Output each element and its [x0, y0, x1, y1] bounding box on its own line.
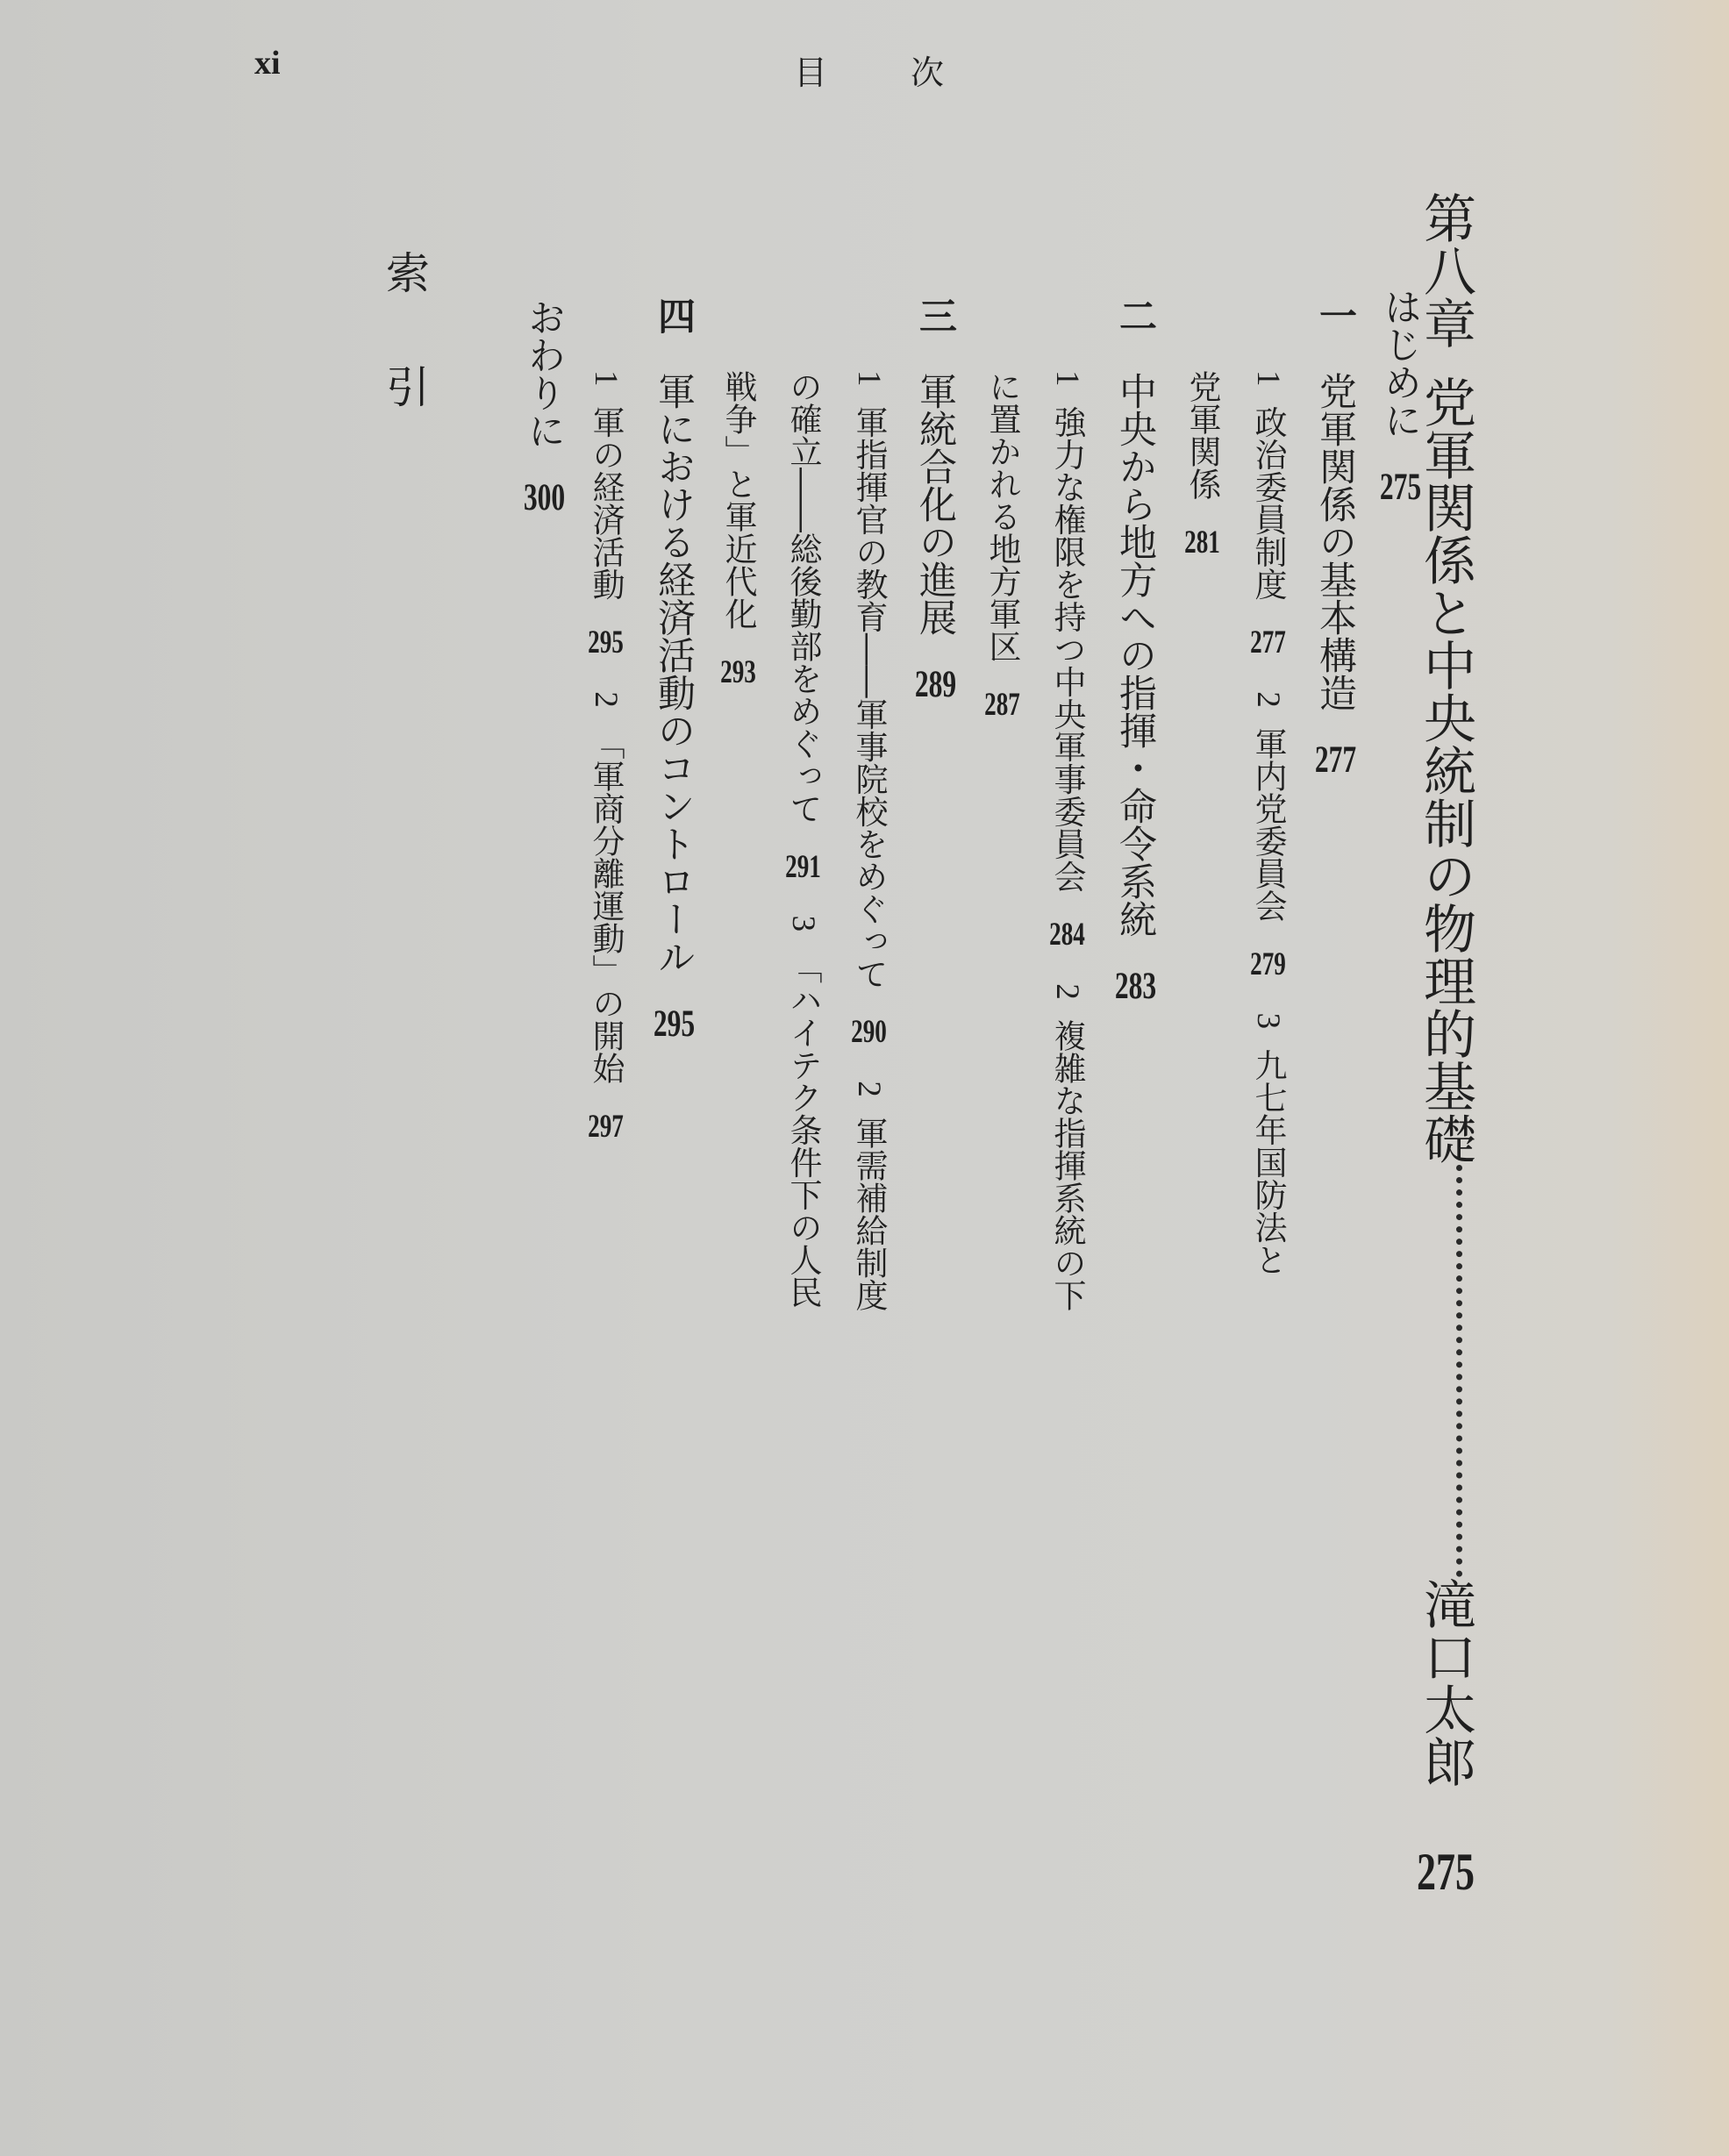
sub-title-4-2: 「軍商分離運動」の開始 — [587, 726, 625, 1084]
toc-section-2-subs — [1048, 370, 1086, 1311]
section-page-1: 277 — [1314, 741, 1357, 780]
sub-page-3-2: 291 — [785, 850, 821, 883]
chapter-author: 滝口太郎 — [1415, 1577, 1476, 1788]
section-mark-2: 二 — [1113, 296, 1157, 334]
sub-num-2-2: 2 — [1049, 983, 1085, 1000]
sub-num-3-3: 3 — [785, 915, 821, 932]
running-title-left: 目 — [794, 55, 828, 92]
sub-title-2-2a: 複雑な指揮系統の下 — [1048, 1018, 1086, 1311]
toc-section-4 — [652, 296, 696, 1044]
sub-title-1-3b: 党軍関係 — [1183, 370, 1221, 500]
section-title-3: 軍統合化の進展 — [913, 372, 957, 636]
toc-closing — [522, 298, 566, 518]
sub-num-3-1: 1 — [851, 370, 887, 387]
sub-title-1-1: 政治委員制度 — [1249, 405, 1287, 601]
toc-intro-label: はじめに — [1378, 288, 1422, 439]
sub-title-2-2b: に置かれる地方軍区 — [983, 370, 1021, 662]
sub-title-1-3a: 九七年国防法と — [1249, 1048, 1287, 1276]
toc-intro — [1378, 288, 1422, 507]
leader-dots — [1456, 1165, 1462, 1577]
sub-num-3-2: 2 — [851, 1081, 887, 1097]
sub-title-2-1: 強力な権限を持つ中央軍事委員会 — [1048, 405, 1086, 893]
page-number: xi — [254, 45, 281, 82]
toc-section-1-subs — [1249, 370, 1287, 1276]
toc-closing-label: おわりに — [522, 298, 566, 449]
section-mark-1: 一 — [1313, 296, 1357, 334]
section-title-1: 党軍関係の基本構造 — [1313, 372, 1357, 711]
sub-title-3-2a: 軍需補給制度 — [850, 1116, 888, 1311]
sub-num-1-1: 1 — [1250, 370, 1286, 387]
section-title-2: 中央から地方への指揮・命令系統 — [1113, 372, 1157, 938]
sub-title-3-1: 軍指揮官の教育――軍事院校をめぐって — [850, 405, 888, 990]
sub-page-1-3: 281 — [1184, 525, 1220, 559]
sub-title-3-3b: 戦争」と軍近代化 — [719, 370, 757, 630]
sub-page-2-2: 287 — [984, 688, 1020, 721]
section-page-3: 289 — [914, 666, 957, 704]
section-title-4: 軍における経済活動のコントロール — [652, 372, 696, 975]
chapter-number: 第八章 — [1415, 191, 1476, 349]
toc-section-3-subs — [850, 370, 888, 1311]
index-char-2: 引 — [379, 364, 430, 408]
chapter-page: 275 — [1417, 1845, 1475, 1898]
section-mark-3: 三 — [913, 296, 957, 334]
sub-title-4-1: 軍の経済活動 — [587, 405, 625, 601]
running-title-right: 次 — [911, 55, 945, 92]
toc-section-3 — [913, 296, 957, 704]
toc-section-1 — [1313, 296, 1357, 780]
sub-page-3-1: 290 — [851, 1016, 887, 1049]
toc-section-2-sub2-cont — [983, 370, 1021, 721]
section-page-4: 295 — [653, 1005, 696, 1044]
sub-page-1-1: 277 — [1250, 626, 1286, 660]
toc-section-3-sub2-cont — [784, 370, 822, 1309]
toc-section-3-sub3-cont — [719, 370, 757, 689]
sub-page-1-2: 279 — [1250, 947, 1286, 981]
sub-title-3-3a: 「ハイテク条件下の人民 — [784, 951, 822, 1309]
chapter-title: 党軍関係と中央統制の物理的基礎 — [1415, 375, 1476, 1165]
section-mark-4: 四 — [652, 296, 696, 334]
sub-num-2-1: 1 — [1049, 370, 1085, 387]
sub-num-4-1: 1 — [588, 370, 624, 387]
toc-section-4-subs — [587, 370, 625, 1143]
sub-title-1-2: 軍内党委員会 — [1249, 726, 1287, 922]
sub-page-4-1: 295 — [588, 626, 624, 660]
toc-closing-page: 300 — [523, 479, 566, 518]
sub-num-4-2: 2 — [588, 691, 624, 708]
toc-section-1-sub3-cont — [1183, 370, 1221, 559]
sub-num-1-3: 3 — [1250, 1012, 1286, 1030]
sub-title-3-2b: の確立――総後勤部をめぐって — [784, 370, 822, 825]
chapter-heading — [1415, 191, 1485, 1898]
index-char-1: 索 — [379, 250, 430, 294]
toc-intro-page: 275 — [1379, 468, 1422, 507]
toc-section-2 — [1113, 296, 1157, 1006]
sub-num-1-2: 2 — [1250, 691, 1286, 708]
sub-page-2-1: 284 — [1049, 918, 1085, 952]
sub-page-4-2: 297 — [588, 1110, 624, 1143]
section-page-2: 283 — [1114, 967, 1157, 1006]
index-heading — [379, 250, 430, 408]
sub-page-3-3: 293 — [720, 655, 756, 689]
